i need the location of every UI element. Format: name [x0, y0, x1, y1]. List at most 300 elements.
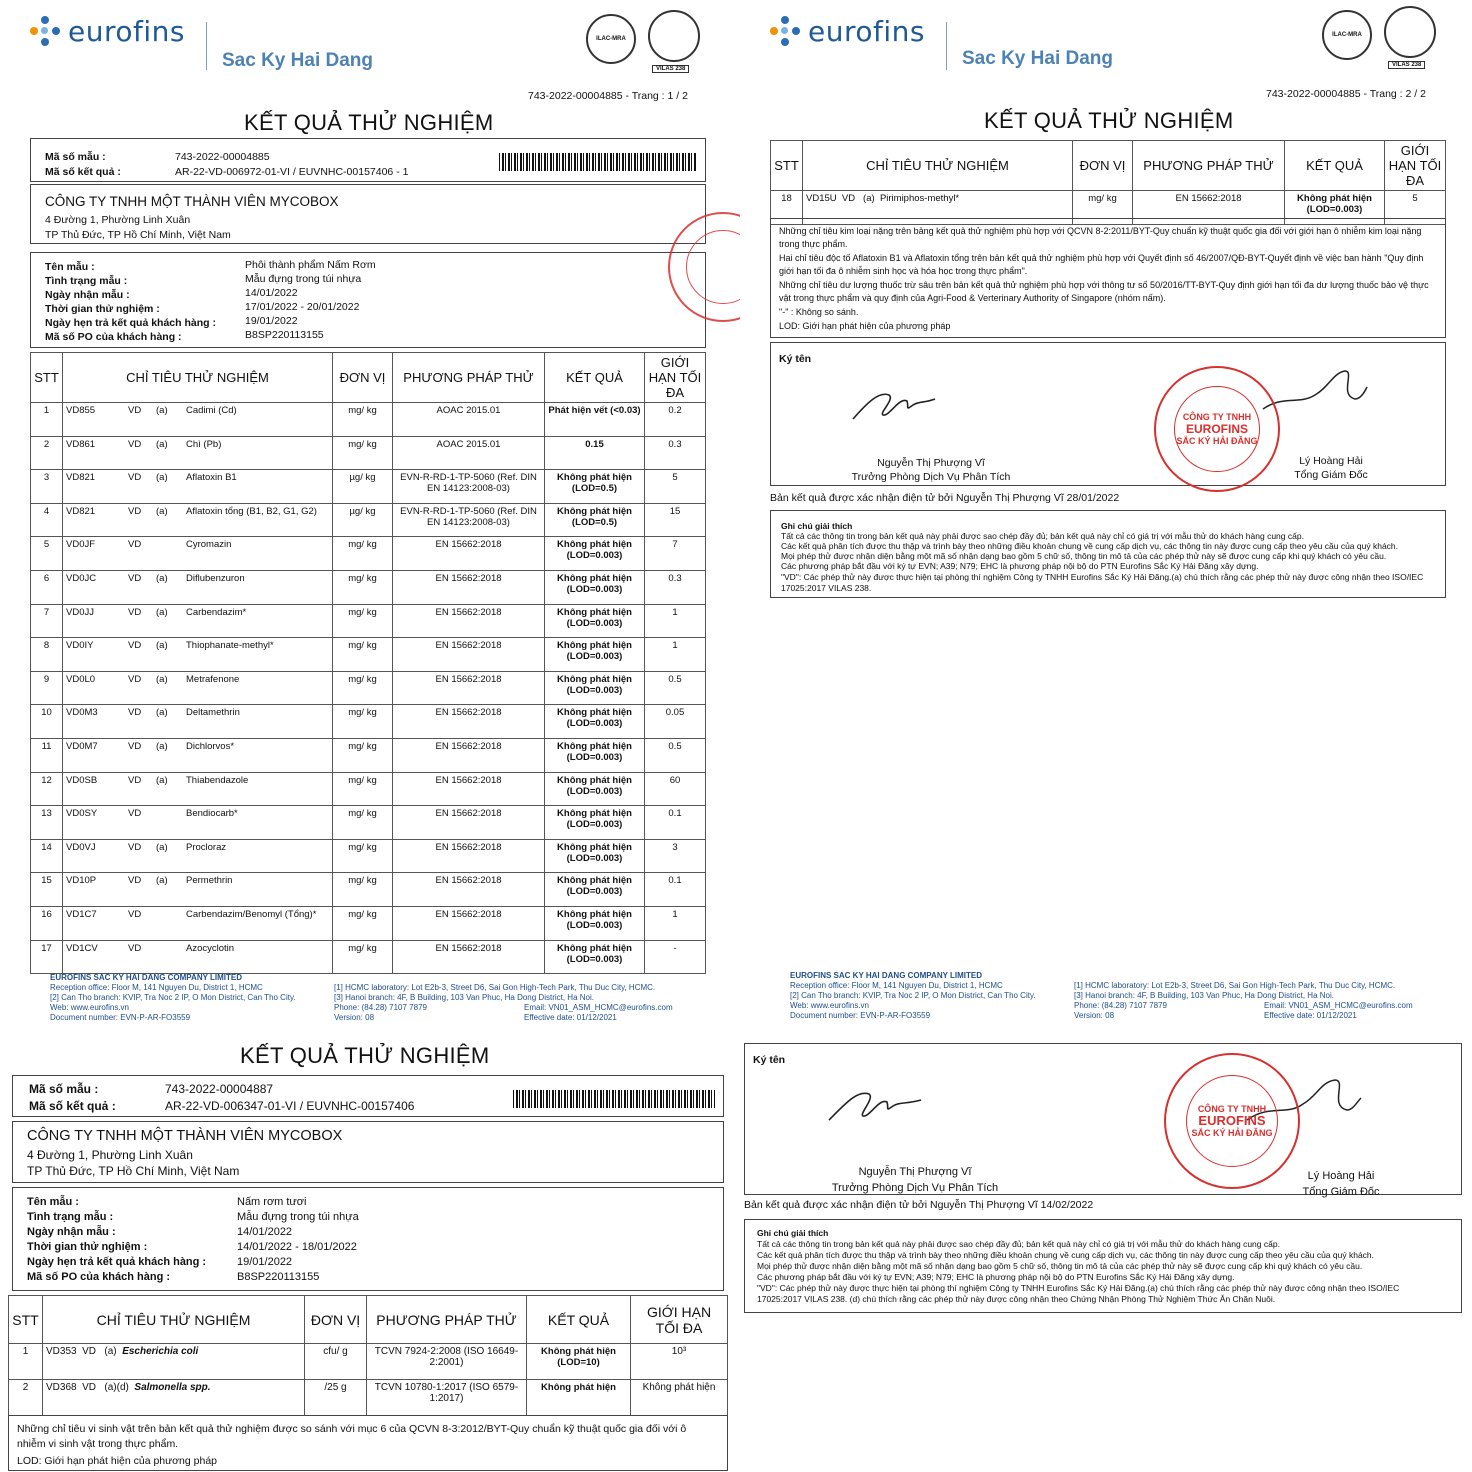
- cell-unit: cfu/ g: [305, 1344, 367, 1380]
- test-name: Aflatoxin tổng (B1, B2, G1, G2): [186, 505, 317, 517]
- sign-label: Ký tên: [753, 1054, 786, 1066]
- test-accreditation: (a): [156, 774, 168, 786]
- cell-unit: mg/ kg: [333, 671, 393, 705]
- cell-result: Không phát hiện (LOD=0.5): [545, 503, 645, 537]
- test-name: Chì (Pb): [186, 438, 222, 450]
- cell-method: EN 15662:2018: [393, 671, 545, 705]
- signature-1-icon: [825, 1082, 925, 1128]
- col-header: STT: [31, 353, 63, 403]
- table-row: [31, 906, 706, 940]
- table-row: [31, 503, 706, 537]
- seal-text: ILAC-MRA: [596, 36, 626, 42]
- test-name: Metrafenone: [186, 673, 240, 685]
- cell-method: EN 15662:2018: [393, 537, 545, 571]
- footer-company: EUROFINS SAC KY HAI DANG COMPANY LIMITED: [50, 973, 243, 982]
- test-name: Bendiocarb*: [186, 808, 238, 820]
- cell-result: 0.15: [545, 436, 645, 470]
- cell-result: Phát hiện vết (<0.03): [545, 403, 645, 437]
- cell-stt: 13: [31, 806, 63, 840]
- cell-limit: 7: [645, 537, 706, 571]
- info-value: 14/01/2022: [237, 1226, 293, 1238]
- cell-method: TCVN 7924-2:2008 (ISO 16649-2:2001): [367, 1344, 527, 1380]
- note: LOD: Giới hạn phát hiện của phương pháp: [17, 1455, 218, 1467]
- test-lab: VD: [128, 472, 142, 484]
- cell-limit: 3: [645, 839, 706, 873]
- cell-limit: 15: [645, 503, 706, 537]
- cell-test: [63, 772, 333, 806]
- footer-line: [1] HCMC laboratory: Lot E2b-3, Street D6, Sai Gon High-Tech Park, Thu Duc City, HCMC.: [334, 983, 656, 992]
- col-header: CHỈ TIÊU THỬ NGHIỆM: [43, 1296, 305, 1344]
- cell-test: [63, 604, 333, 638]
- cell-stt: 1: [9, 1344, 43, 1380]
- address-line-2: TP Thủ Đức, TP Hồ Chí Minh, Việt Nam: [45, 229, 231, 241]
- glossary-line: Tất cả các thông tin trong bản kết quả này phải được sao chép đầy đủ; bản kết quả này chỉ có giá trị với mẫu thử do khách hàng cung cấp.: [781, 531, 1304, 541]
- col-header: STT: [9, 1296, 43, 1344]
- glossary-title: Ghi chú giải thích: [757, 1228, 829, 1238]
- info-value: 14/01/2022 - 18/01/2022: [237, 1241, 357, 1253]
- brand-name: eurofins: [68, 14, 185, 48]
- table-row: [31, 470, 706, 504]
- company-name: CÔNG TY TNHH MỘT THÀNH VIÊN MYCOBOX: [27, 1128, 343, 1144]
- footer-line: Web: www.eurofins.vn: [790, 1001, 869, 1010]
- glossary-line: Các kết quả phân tích được thu thập và trình bày theo những điều khoản chung về cung cấp dịch vụ, các thông tin này được cung cấp theo yêu cầu của quý khách.: [757, 1250, 1375, 1260]
- cell-method: AOAC 2015.01: [393, 403, 545, 437]
- test-name: Pirimiphos-methyl*: [879, 193, 960, 204]
- cell-limit: 60: [645, 772, 706, 806]
- seal-text: ILAC-MRA: [1332, 32, 1362, 38]
- cell-method: EN 15662:2018: [393, 738, 545, 772]
- footer-line: Version: 08: [334, 1013, 375, 1022]
- col-header: ĐƠN VỊ: [333, 353, 393, 403]
- cell-method: EN 15662:2018: [393, 906, 545, 940]
- cell-result: Không phát hiện (LOD=0.003): [545, 537, 645, 571]
- cell-limit: 1: [645, 638, 706, 672]
- cell-result: Không phát hiện (LOD=0.5): [545, 470, 645, 504]
- glossary-box: [744, 1219, 1462, 1313]
- eurofins-dots-icon: [28, 14, 62, 48]
- test-lab: VD: [128, 740, 142, 752]
- eurofins-logo: [28, 14, 185, 48]
- col-header: KẾT QUẢ: [527, 1296, 631, 1344]
- table-row: [31, 772, 706, 806]
- info-key: Tên mẫu :: [27, 1196, 79, 1208]
- report-ref: 743-2022-00004885 - Trang : 2 / 2: [1266, 88, 1426, 100]
- sample-id-box: [12, 1075, 724, 1117]
- test-lab: VD: [841, 193, 856, 204]
- cell-test: [63, 671, 333, 705]
- info-value: Nấm rơm tươi: [237, 1196, 307, 1208]
- test-lab: VD: [82, 1382, 97, 1393]
- logo-divider: [206, 22, 207, 70]
- table-row: [9, 1344, 728, 1380]
- table-row: [31, 403, 706, 437]
- results-table: [8, 1295, 728, 1416]
- test-lab: VD: [128, 808, 142, 820]
- note: Hai chỉ tiêu độc tố Aflatoxin B1 và Aflatoxin tổng trên bản kết quả thử nghiệm phù hợp với Quyết định số 46/2007/QĐ-BYT-Quyết định về việc ban hành "Quy định giới hạn tối đa ô nhiễm sinh học và hóa học trong thực phẩm".: [779, 253, 1424, 276]
- col-header: STT: [771, 141, 803, 191]
- sign-label: Ký tên: [779, 353, 812, 365]
- cell-result: Không phát hiện (LOD=0.003): [545, 671, 645, 705]
- test-lab: VD: [128, 774, 142, 786]
- test-code: VD821: [66, 505, 96, 517]
- vilas-badge: VILAS 238: [1388, 61, 1425, 69]
- test-lab: VD: [128, 539, 142, 551]
- cell-unit: mg/ kg: [333, 772, 393, 806]
- test-name: Escherichia coli: [122, 1346, 199, 1357]
- col-header: KẾT QUẢ: [545, 353, 645, 403]
- test-code: VD0JF: [66, 539, 96, 551]
- cell-stt: 16: [31, 906, 63, 940]
- sample-info-box: [30, 252, 706, 348]
- test-accreditation: (a): [863, 193, 875, 204]
- col-header: GIỚI HẠN TỐI ĐA: [631, 1296, 728, 1344]
- cell-test: [63, 839, 333, 873]
- glossary-line: Mọi phép thử được nhận diện bằng một mã số nhận dạng bao gồm 5 chữ số, thông tin mô tả của các phép thử này sẽ được cung cấp khi quý khách có yêu cầu.: [757, 1261, 1363, 1271]
- test-code: VD368: [46, 1382, 77, 1393]
- cell-limit: Không phát hiện: [631, 1380, 728, 1416]
- test-code: VD0VJ: [66, 841, 96, 853]
- info-key: Tình trạng mẫu :: [27, 1211, 114, 1223]
- eurofins-logo: [768, 14, 925, 48]
- info-key: Ngày hẹn trả kết quả khách hàng :: [45, 317, 216, 329]
- glossary-line: Mọi phép thử được nhận diện bằng một mã số nhận dạng bao gồm 5 chữ số, thông tin mô tả của các phép thử này sẽ được cung cấp khi quý khách có yêu cầu.: [781, 551, 1387, 561]
- cell-stt: 7: [31, 604, 63, 638]
- cell-stt: 10: [31, 705, 63, 739]
- accreditation-seal-icon: [1384, 6, 1436, 58]
- cell-result: Không phát hiện (LOD=0.003): [545, 638, 645, 672]
- cell-unit: mg/ kg: [333, 638, 393, 672]
- table-row: [31, 570, 706, 604]
- table-row: [31, 940, 706, 974]
- cell-limit: 0.1: [645, 806, 706, 840]
- test-code: VD0M3: [66, 707, 98, 719]
- sample-no: 743-2022-00004887: [165, 1082, 274, 1096]
- signature-1-icon: [849, 383, 939, 427]
- company-stamp: [1164, 1053, 1300, 1189]
- logo-divider: [946, 22, 947, 70]
- table-row: [31, 671, 706, 705]
- info-key: Thời gian thử nghiệm :: [45, 303, 160, 315]
- cell-test: [63, 503, 333, 537]
- test-accreditation: (a): [104, 1346, 117, 1357]
- cell-result: Không phát hiện (LOD=0.003): [545, 873, 645, 907]
- table-row: [31, 537, 706, 571]
- col-header: CHỈ TIÊU THỬ NGHIỆM: [803, 141, 1073, 191]
- glossary-line: Các phương pháp bắt đầu với ký tự EVN; A39; N79; EHC là phương pháp nội bộ do PTN Eurofins Sắc Ký Hải Đăng xây dựng.: [781, 561, 1259, 571]
- cell-limit: 0.3: [645, 436, 706, 470]
- cell-test: [63, 806, 333, 840]
- footer: [50, 973, 730, 1027]
- cell-method: EVN-R-RD-1-TP-5060 (Ref. DIN EN 14123:2008-03): [393, 503, 545, 537]
- test-lab: VD: [128, 606, 142, 618]
- cell-unit: mg/ kg: [333, 705, 393, 739]
- barcode: [499, 153, 697, 171]
- test-lab: VD: [128, 640, 142, 652]
- footer-company: EUROFINS SAC KY HAI DANG COMPANY LIMITED: [790, 971, 983, 980]
- signer-1-name: Nguyễn Thị Phượng Vĩ: [858, 1166, 972, 1178]
- test-lab: VD: [128, 841, 142, 853]
- cell-result: Không phát hiện (LOD=0.003): [545, 906, 645, 940]
- cell-test: [63, 403, 333, 437]
- report-page-4: [740, 1035, 1472, 1472]
- result-no-label: Mã số kết quả :: [29, 1099, 116, 1113]
- footer-line: [1] HCMC laboratory: Lot E2b-3, Street D6, Sai Gon High-Tech Park, Thu Duc City, HCMC.: [1074, 981, 1396, 990]
- test-lab: VD: [128, 572, 142, 584]
- cell-result: Không phát hiện (LOD=0.003): [545, 738, 645, 772]
- cell-result: Không phát hiện (LOD=0.003): [545, 570, 645, 604]
- test-accreditation: (a): [156, 875, 168, 887]
- cell-test: [63, 436, 333, 470]
- brand-subtitle: Sac Ky Hai Dang: [962, 48, 1113, 69]
- footer-line: [3] Hanoi branch: 4F, B Building, 103 Van Phuc, Ha Dong District, Ha Noi.: [334, 993, 594, 1002]
- test-name: Aflatoxin B1: [186, 472, 237, 484]
- test-accreditation: (a): [156, 606, 168, 618]
- cell-method: EN 15662:2018: [393, 604, 545, 638]
- test-lab: VD: [128, 707, 142, 719]
- footer-line: Web: www.eurofins.vn: [50, 1003, 129, 1012]
- test-accreditation: (a): [156, 572, 168, 584]
- info-key: Tên mẫu :: [45, 261, 95, 273]
- customer-box: [30, 184, 706, 244]
- test-code: VD353: [46, 1346, 77, 1357]
- signer-2-name: Lý Hoàng Hải: [1307, 1170, 1375, 1182]
- cell-unit: mg/ kg: [333, 436, 393, 470]
- cell-unit: mg/ kg: [333, 940, 393, 974]
- test-code: VD0SB: [66, 774, 98, 786]
- cell-limit: 5: [645, 470, 706, 504]
- cell-stt: 15: [31, 873, 63, 907]
- cell-unit: mg/ kg: [333, 839, 393, 873]
- page-title: KẾT QUẢ THỬ NGHIỆM: [984, 108, 1234, 133]
- cell-stt: 17: [31, 940, 63, 974]
- col-header: GIỚI HẠN TỐI ĐA: [1385, 141, 1446, 191]
- signer-2-name: Lý Hoàng Hải: [1299, 455, 1363, 467]
- test-name: Diflubenzuron: [186, 572, 245, 584]
- cell-limit: 0.05: [645, 705, 706, 739]
- electronic-confirmation: Bản kết quả được xác nhận điện tử bởi Nguyễn Thị Phượng Vĩ 28/01/2022: [770, 492, 1120, 504]
- cell-stt: 4: [31, 503, 63, 537]
- test-code: VD10P: [66, 875, 97, 887]
- cell-limit: 10³: [631, 1344, 728, 1380]
- test-name: Thiophanate-methyl*: [186, 640, 274, 652]
- info-key: Mã số PO của khách hàng :: [45, 331, 182, 343]
- footer-line: Email: VN01_ASM_HCMC@eurofins.com: [1264, 1001, 1413, 1010]
- col-header: CHỈ TIÊU THỬ NGHIỆM: [63, 353, 333, 403]
- stamp-line: SẮC KÝ HẢI ĐĂNG: [1191, 1127, 1273, 1138]
- cell-method: EN 15662:2018: [393, 839, 545, 873]
- test-accreditation: (a)(d): [104, 1382, 129, 1393]
- col-header: PHƯƠNG PHÁP THỬ: [393, 353, 545, 403]
- cell-limit: 0.3: [645, 570, 706, 604]
- cell-unit: mg/ kg: [333, 806, 393, 840]
- eurofins-dots-icon: [768, 14, 802, 48]
- cell-test: [63, 940, 333, 974]
- test-lab: VD: [128, 405, 142, 416]
- brand-name: eurofins: [808, 14, 925, 48]
- cell-method: EN 15662:2018: [393, 806, 545, 840]
- note: Những chỉ tiêu dư lượng thuốc trừ sâu trên bản kết quả thử nghiệm phù hợp với thông tư số 50/2016/TT-BYT-Quy định giới hạn tối đa dư lượng thuốc bảo vệ thực vật trong thực phẩm và quy định của Agri-Food & Verterinary Authority of Singapore (nhóm nấm).: [779, 280, 1429, 303]
- info-value: Mẫu đựng trong túi nhựa: [245, 273, 362, 285]
- note: Những chỉ tiêu vi sinh vật trên bản kết quả thử nghiệm được so sánh với mục 6 của QCVN 8-3:2012/BYT-Quy chuẩn kỹ thuật quốc gia đối với ô nhiễm vi sinh vật trong thực phẩm.: [17, 1423, 687, 1450]
- cell-stt: 9: [31, 671, 63, 705]
- cell-limit: -: [645, 940, 706, 974]
- stamp-line: CÔNG TY TNHH: [1182, 411, 1252, 422]
- stamp-line: SẮC KÝ HẢI ĐĂNG: [1176, 435, 1258, 446]
- cell-test: [43, 1380, 305, 1416]
- cell-unit: mg/ kg: [333, 873, 393, 907]
- cell-test: [43, 1344, 305, 1380]
- test-accreditation: (a): [156, 405, 168, 416]
- note: LOD: Giới hạn phát hiện của phương pháp: [779, 321, 951, 331]
- test-accreditation: (a): [156, 673, 168, 685]
- cell-result: Không phát hiện (LOD=0.003): [545, 940, 645, 974]
- test-name: Carbendazim/Benomyl (Tổng)*: [186, 908, 317, 920]
- col-header: ĐƠN VỊ: [305, 1296, 367, 1344]
- table-row: [31, 705, 706, 739]
- test-name: Carbendazim*: [186, 606, 247, 618]
- result-no-label: Mã số kết quả :: [45, 166, 121, 178]
- cell-stt: 2: [31, 436, 63, 470]
- test-lab: VD: [128, 908, 142, 920]
- table-row: [31, 604, 706, 638]
- cell-limit: 5: [1385, 191, 1446, 225]
- info-key: Ngày hẹn trả kết quả khách hàng :: [27, 1256, 207, 1268]
- table-row: [9, 1380, 728, 1416]
- test-lab: VD: [128, 438, 142, 450]
- cell-limit: 1: [645, 906, 706, 940]
- footer: [790, 971, 1470, 1025]
- cell-unit: µg/ kg: [333, 470, 393, 504]
- cell-result: Không phát hiện: [527, 1380, 631, 1416]
- info-key: Mã số PO của khách hàng :: [27, 1271, 171, 1283]
- test-accreditation: (a): [156, 707, 168, 719]
- signature-box: [770, 342, 1446, 486]
- test-accreditation: (a): [156, 640, 168, 652]
- footer-line: [2] Can Tho branch: KVIP, Tra Noc 2 IP, O Mon District, Can Tho City.: [790, 991, 1036, 1000]
- cell-stt: 18: [771, 191, 803, 225]
- test-accreditation: (a): [156, 841, 168, 853]
- footer-line: Phone: (84.28) 7107 7879: [334, 1003, 427, 1012]
- info-value: 19/01/2022: [237, 1256, 293, 1268]
- barcode: [513, 1090, 715, 1108]
- test-code: VD1CV: [66, 942, 98, 954]
- results-table-continued: [770, 140, 1446, 225]
- note: "-" : Không so sánh.: [779, 307, 859, 317]
- cell-result: Không phát hiện (LOD=0.003): [545, 806, 645, 840]
- report-page-1: [0, 0, 736, 1035]
- cell-method: EN 15662:2018: [393, 705, 545, 739]
- test-code: VD0L0: [66, 673, 96, 685]
- cell-test: [63, 470, 333, 504]
- signer-1-name: Nguyễn Thị Phượng Vĩ: [877, 457, 985, 469]
- test-name: Permethrin: [186, 875, 233, 887]
- results-table: [30, 352, 706, 974]
- glossary-line: "VD": Các phép thử này được thực hiện tại phòng thí nghiệm Công ty TNHH Eurofins Sắc Ký Hải Đăng.(a) chú thích rằng các phép thử này được công nhận theo ISO/IEC 17025:2017 VILAS 238.: [781, 572, 1424, 593]
- table-row: [31, 806, 706, 840]
- footer-line: Phone: (84.28) 7107 7879: [1074, 1001, 1167, 1010]
- cell-unit: /25 g: [305, 1380, 367, 1416]
- footer-line: Document number: EVN-P-AR-FO3559: [50, 1013, 191, 1022]
- cell-stt: 11: [31, 738, 63, 772]
- test-code: VD15U: [806, 193, 837, 204]
- cell-stt: 8: [31, 638, 63, 672]
- cell-test: [63, 570, 333, 604]
- cell-test: [63, 705, 333, 739]
- company-name: CÔNG TY TNHH MỘT THÀNH VIÊN MYCOBOX: [45, 194, 339, 209]
- cell-method: EN 15662:2018: [393, 772, 545, 806]
- cell-test: [63, 906, 333, 940]
- sample-no-label: Mã số mẫu :: [45, 151, 106, 163]
- test-lab: VD: [82, 1346, 97, 1357]
- cell-method: AOAC 2015.01: [393, 436, 545, 470]
- test-name: Procloraz: [186, 841, 227, 853]
- test-lab: VD: [128, 505, 142, 517]
- stamp-line: CÔNG TY TNHH: [1197, 1103, 1267, 1114]
- accreditation-seal-icon: [648, 10, 700, 62]
- test-accreditation: (a): [156, 438, 168, 450]
- cell-stt: 14: [31, 839, 63, 873]
- page-title: KẾT QUẢ THỬ NGHIỆM: [244, 110, 494, 135]
- result-no: AR-22-VD-006972-01-VI / EUVNHC-00157406 - 1: [175, 166, 409, 178]
- test-name: Azocyclotin: [186, 942, 235, 954]
- page-title: KẾT QUẢ THỬ NGHIỆM: [240, 1043, 490, 1068]
- test-lab: VD: [128, 673, 142, 685]
- table-row: [31, 873, 706, 907]
- cell-method: EN 15662:2018: [393, 873, 545, 907]
- table-row: [31, 436, 706, 470]
- address-line-1: 4 Đường 1, Phường Linh Xuân: [45, 214, 191, 226]
- info-value: 14/01/2022: [245, 287, 298, 299]
- info-key: Ngày nhận mẫu :: [27, 1226, 116, 1238]
- cell-stt: 1: [31, 403, 63, 437]
- signer-1-title: Trưởng Phòng Dịch Vụ Phân Tích: [851, 471, 1011, 483]
- cell-method: EN 15662:2018: [393, 570, 545, 604]
- vilas-badge: VILAS 238: [652, 65, 689, 73]
- footer-line: Reception office: Floor M, 141 Nguyen Du, District 1, HCMC: [50, 983, 263, 992]
- cell-limit: 0.1: [645, 873, 706, 907]
- col-header: PHƯƠNG PHÁP THỬ: [1133, 141, 1285, 191]
- footer-line: Effective date: 01/12/2021: [524, 1013, 617, 1022]
- stamp-line: EUROFINS: [1198, 1112, 1266, 1128]
- info-key: Tình trạng mẫu :: [45, 275, 128, 287]
- footer-line: [3] Hanoi branch: 4F, B Building, 103 Van Phuc, Ha Dong District, Ha Noi.: [1074, 991, 1334, 1000]
- cell-stt: 3: [31, 470, 63, 504]
- test-name: Dichlorvos*: [186, 740, 235, 752]
- signer-1-title: Trưởng Phòng Dịch Vụ Phân Tích: [831, 1182, 999, 1194]
- result-no: AR-22-VD-006347-01-VI / EUVNHC-00157406: [165, 1099, 415, 1113]
- table-row: [31, 738, 706, 772]
- test-code: VD0JC: [66, 572, 97, 584]
- cell-result: Không phát hiện (LOD=10): [527, 1344, 631, 1380]
- col-header: PHƯƠNG PHÁP THỬ: [367, 1296, 527, 1344]
- test-name: Salmonella spp.: [134, 1382, 211, 1393]
- address-line-2: TP Thủ Đức, TP Hồ Chí Minh, Việt Nam: [27, 1164, 240, 1178]
- address-line-1: 4 Đường 1, Phường Linh Xuân: [27, 1148, 193, 1162]
- cell-limit: 0.5: [645, 671, 706, 705]
- glossary-line: "VD": Các phép thử này được thực hiện tại phòng thí nghiệm Công ty TNHH Eurofins Sắc Ký Hải Đăng.(a) chú thích rằng các phép thử này được công nhận theo ISO/IEC 17025:2017 VILAS 238. (d) chú thích rằng các phép thử này được công nhận theo Chứng Nhận Phòng Thử Nghiệm Thức Ăn Chăn Nuôi.: [757, 1283, 1400, 1304]
- info-value: Mẫu đựng trong túi nhựa: [237, 1211, 359, 1223]
- sample-id-box: [30, 138, 706, 182]
- cell-limit: 1: [645, 604, 706, 638]
- cell-method: EN 15662:2018: [393, 940, 545, 974]
- cell-stt: 6: [31, 570, 63, 604]
- cell-stt: 5: [31, 537, 63, 571]
- footer-line: Effective date: 01/12/2021: [1264, 1011, 1357, 1020]
- report-ref: 743-2022-00004885 - Trang : 1 / 2: [528, 90, 688, 102]
- note: Những chỉ tiêu kim loại nặng trên bảng kết quả thử nghiệm phù hợp với QCVN 8-2:2011/BYT-Quy chuẩn kỹ thuật quốc gia đối với giới hạn ô nhiễm kim loại nặng trong thực phẩm.: [779, 226, 1422, 249]
- cell-method: EN 15662:2018: [1133, 191, 1285, 225]
- cell-stt: 2: [9, 1380, 43, 1416]
